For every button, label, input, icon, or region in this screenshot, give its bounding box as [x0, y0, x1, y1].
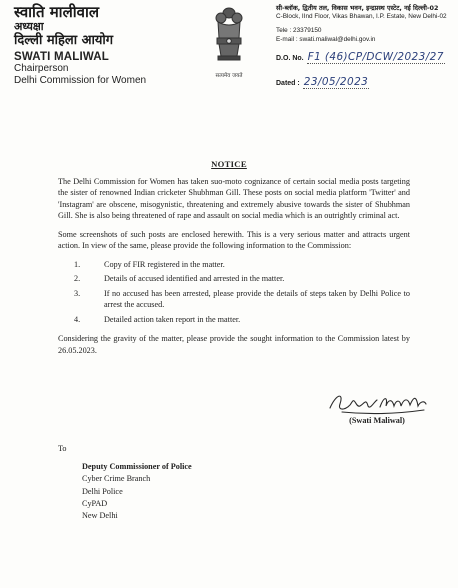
information-list	[58, 259, 410, 325]
dated-label: Dated :	[276, 80, 300, 88]
dated-value: 23/05/2023	[303, 76, 369, 89]
paragraph-1: The Delhi Commission for Women has taken suo-moto cognizance of certain social media posts targeting the sister of renowned Indian cricketer Shubhman Gill. These posts on social media platform 'Twitter' and 'Instagram' are obscene, misogynistic, threatening and extremely abusive towards the sister of Shubhman Gill. She is also being threatened of rape and assault on social media which is an outrightly criminal act.	[58, 177, 410, 221]
hindi-designation: अध्यक्षा	[14, 20, 44, 34]
hindi-name: स्वाति मालीवाल	[14, 3, 100, 21]
recipient-line: Cyber Crime Branch	[82, 474, 151, 484]
telephone: Tele : 23379150	[276, 26, 322, 34]
email: E-mail : swati.maliwal@delhi.gov.in	[276, 35, 376, 43]
handwritten-signature	[322, 388, 432, 418]
signatory-name: (Swati Maliwal)	[349, 416, 405, 425]
letterhead-right	[276, 4, 456, 89]
recipient-title: Deputy Commissioner of Police	[82, 462, 192, 471]
recipient-address	[82, 461, 192, 522]
organization: Delhi Commission for Women	[14, 75, 147, 87]
emblem-motto: सत्यमेव जयते	[215, 73, 243, 79]
notice-body	[58, 176, 410, 363]
address-hindi: सी-ब्लॉक, द्वितीय तल, विकास भवन, इन्द्रप्रस्थ एस्टेट, नई दिल्ली-02	[276, 4, 439, 12]
list-item: 4. Detailed action taken report in the matter.	[74, 314, 241, 324]
list-item: 1. Copy of FIR registered in the matter.	[74, 259, 225, 269]
do-number-row	[276, 51, 456, 64]
designation: Chairperson	[14, 62, 69, 74]
name: SWATI MALIWAL	[14, 50, 110, 63]
address-english: C-Block, IInd Floor, Vikas Bhawan, I.P. Estate, New Delhi-02	[276, 13, 447, 21]
do-number: F1 (46)CP/DCW/2023/27	[307, 51, 444, 64]
dated-row	[276, 76, 456, 89]
hindi-org: दिल्ली महिला आयोग	[14, 32, 114, 48]
state-emblem	[208, 4, 250, 84]
recipient-line: CyPAD	[82, 498, 108, 508]
do-label: D.O. No.	[276, 55, 304, 63]
paragraph-3: Considering the gravity of the matter, please provide the sought information to the Commission latest by 26.05.2023.	[58, 334, 410, 355]
recipient-line: Delhi Police	[82, 486, 123, 496]
lion-capital-icon	[212, 4, 246, 70]
recipient-line: New Delhi	[82, 511, 118, 521]
to-label: To	[58, 444, 67, 453]
list-item: 3. If no accused has been arrested, please provide the details of steps taken by Delhi Police to arrest the accused.	[74, 288, 410, 310]
paragraph-2: Some screenshots of such posts are enclosed herewith. This is a very serious matter and attracts urgent action. In view of the same, please provide the following information to the Commission:	[58, 229, 410, 251]
letterhead-left	[14, 4, 189, 88]
signature-block	[322, 388, 432, 425]
list-item: 2. Details of accused identified and arrested in the matter.	[74, 274, 285, 284]
notice-title: NOTICE	[211, 159, 247, 169]
